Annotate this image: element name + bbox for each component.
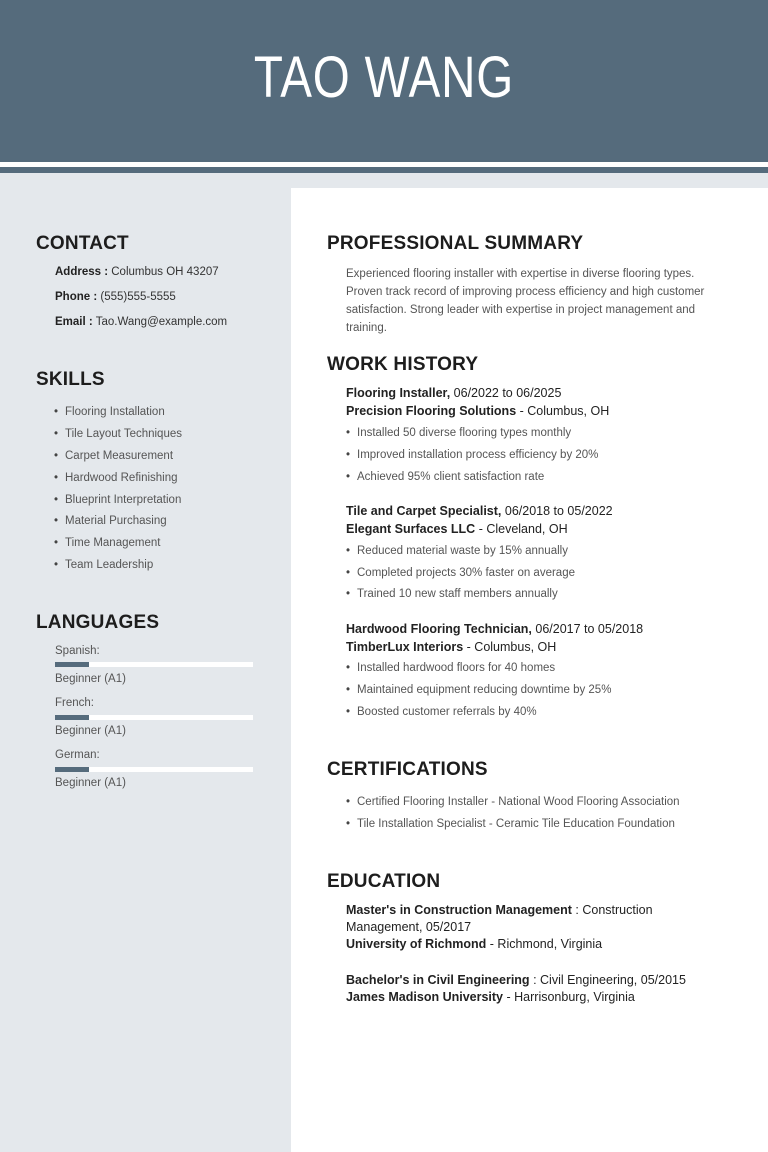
- contact-phone: [55, 291, 176, 303]
- job-bullet: • Achieved 95% client satisfaction rate: [357, 471, 544, 483]
- language-name: Spanish:: [55, 645, 100, 657]
- job-bullet: • Boosted customer referrals by 40%: [357, 706, 537, 718]
- job-dates: 06/2022 to 06/2025: [453, 386, 562, 400]
- education-school-line: [346, 936, 726, 953]
- education-location: - Harrisonburg, Virginia: [506, 990, 635, 1004]
- certification-item: • Certified Flooring Installer - National Wood Flooring Association: [357, 796, 680, 808]
- summary-heading: PROFESSIONAL SUMMARY: [327, 233, 584, 254]
- job-location: - Cleveland, OH: [478, 522, 568, 536]
- phone-value: (555)555-5555: [100, 291, 176, 303]
- language-name: German:: [55, 749, 100, 761]
- job-company-line: [346, 522, 568, 536]
- education-heading: EDUCATION: [327, 871, 441, 892]
- language-level: Beginner (A1): [55, 673, 126, 685]
- address-label: Address :: [55, 266, 109, 278]
- contact-heading: CONTACT: [36, 233, 129, 254]
- language-proficiency-fill: [55, 715, 89, 720]
- education-school: University of Richmond: [346, 937, 487, 951]
- job-location: - Columbus, OH: [466, 640, 557, 654]
- job-title-line: [346, 386, 561, 400]
- job-company-line: [346, 640, 556, 654]
- email-label: Email :: [55, 316, 93, 328]
- job-company: Elegant Surfaces LLC: [346, 522, 476, 536]
- header-divider-gray: [0, 173, 768, 188]
- job-bullet: • Trained 10 new staff members annually: [357, 588, 558, 600]
- contact-email: [55, 316, 227, 328]
- job-bullet: • Improved installation process efficiency by 20%: [357, 449, 598, 461]
- language-proficiency-fill: [55, 767, 89, 772]
- languages-heading: LANGUAGES: [36, 612, 160, 633]
- job-bullet: • Reduced material waste by 15% annually: [357, 545, 568, 557]
- skill-item: • Tile Layout Techniques: [65, 428, 182, 440]
- job-company: Precision Flooring Solutions: [346, 404, 517, 418]
- job-dates: 06/2017 to 05/2018: [535, 622, 644, 636]
- education-degree-line: [346, 902, 726, 936]
- job-role: Tile and Carpet Specialist,: [346, 504, 502, 518]
- phone-label: Phone :: [55, 291, 98, 303]
- skill-item: • Time Management: [65, 537, 160, 549]
- job-role: Hardwood Flooring Technician,: [346, 622, 532, 636]
- skill-item: • Material Purchasing: [65, 515, 167, 527]
- skill-item: • Flooring Installation: [65, 406, 165, 418]
- job-dates: 06/2018 to 05/2022: [504, 504, 613, 518]
- education-detail: : Construction Management, 05/2017: [346, 903, 653, 934]
- skill-item: • Team Leadership: [65, 559, 153, 571]
- education-location: - Richmond, Virginia: [489, 937, 603, 951]
- skill-item: • Carpet Measurement: [65, 450, 173, 462]
- contact-address: [55, 266, 219, 278]
- job-title-line: [346, 622, 643, 636]
- language-level: Beginner (A1): [55, 777, 126, 789]
- job-bullet: • Completed projects 30% faster on average: [357, 567, 575, 579]
- education-school: James Madison University: [346, 990, 504, 1004]
- language-proficiency-bar: [55, 767, 253, 772]
- job-role: Flooring Installer,: [346, 386, 451, 400]
- skill-item: • Hardwood Refinishing: [65, 472, 178, 484]
- skills-heading: SKILLS: [36, 369, 105, 390]
- sidebar: [0, 188, 291, 1152]
- job-bullet: • Maintained equipment reducing downtime by 25%: [357, 684, 611, 696]
- certifications-heading: CERTIFICATIONS: [327, 759, 488, 780]
- summary-text: Experienced flooring installer with expertise in diverse flooring types. Proven track record of improving process efficiency and high customer satisfaction. Strong leader with expertise in project management and training.: [346, 268, 705, 334]
- resume-header: [0, 0, 768, 162]
- email-value: Tao.Wang@example.com: [95, 316, 228, 328]
- skill-item: • Blueprint Interpretation: [65, 494, 181, 506]
- language-proficiency-bar: [55, 715, 253, 720]
- language-level: Beginner (A1): [55, 725, 126, 737]
- job-bullet: • Installed 50 diverse flooring types monthly: [357, 427, 571, 439]
- job-title-line: [346, 504, 613, 518]
- work-history-heading: WORK HISTORY: [327, 354, 479, 375]
- candidate-name: TAO WANG: [253, 45, 515, 110]
- language-proficiency-fill: [55, 662, 89, 667]
- education-entry: [346, 972, 726, 1006]
- job-company: TimberLux Interiors: [346, 640, 464, 654]
- education-degree: Bachelor's in Civil Engineering: [346, 973, 530, 987]
- language-proficiency-bar: [55, 662, 253, 667]
- job-location: - Columbus, OH: [519, 404, 610, 418]
- education-entry: [346, 902, 726, 953]
- language-name: French:: [55, 697, 94, 709]
- address-value: Columbus OH 43207: [111, 266, 219, 278]
- certification-item: • Tile Installation Specialist - Ceramic Tile Education Foundation: [357, 818, 675, 830]
- education-detail: : Civil Engineering, 05/2015: [533, 973, 686, 987]
- education-degree: Master's in Construction Management: [346, 903, 572, 917]
- job-bullet: • Installed hardwood floors for 40 homes: [357, 662, 555, 674]
- education-degree-line: [346, 972, 726, 989]
- job-company-line: [346, 404, 609, 418]
- education-school-line: [346, 989, 726, 1006]
